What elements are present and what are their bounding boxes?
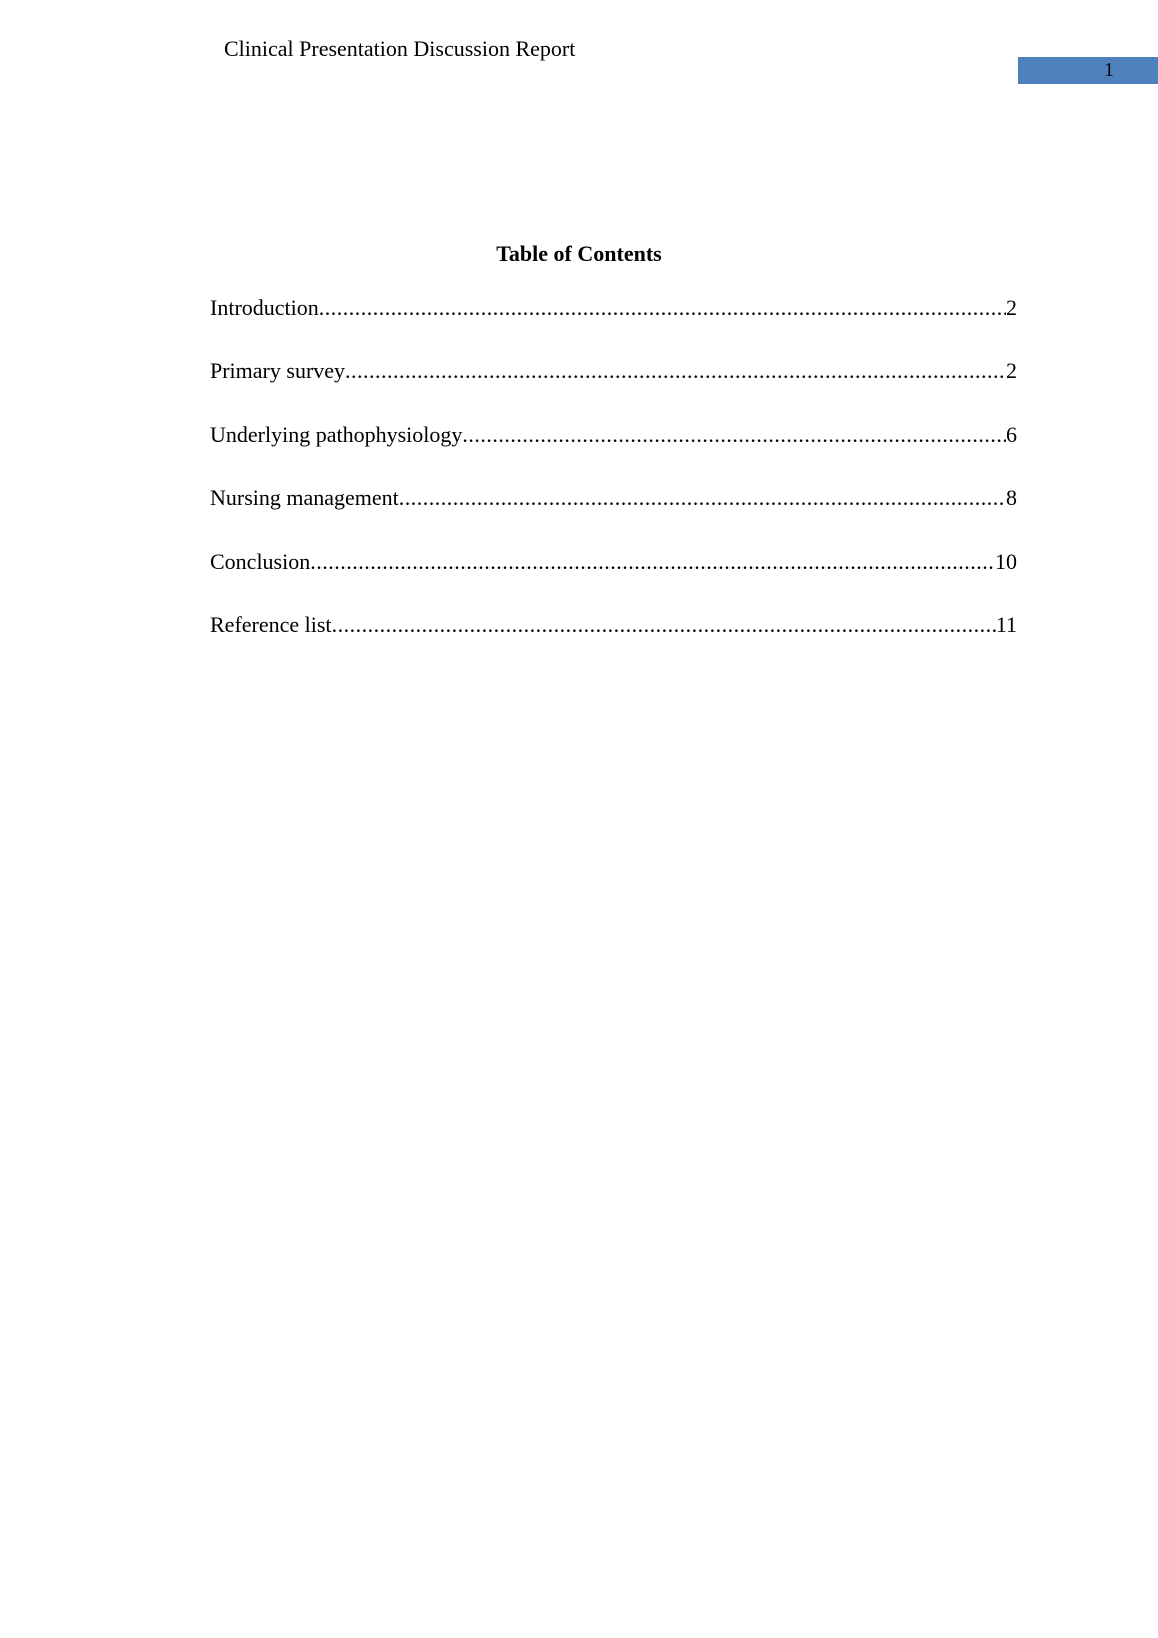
toc-entry-label: Nursing management xyxy=(210,485,399,511)
toc-entry-conclusion[interactable] xyxy=(210,546,1017,609)
toc-entry-page: 2 xyxy=(1006,358,1017,384)
toc-dot-leader xyxy=(310,546,995,578)
toc-entry-page: 10 xyxy=(995,548,1017,574)
toc-entry-reference-list[interactable] xyxy=(210,609,1017,672)
toc-dot-leader xyxy=(332,609,996,641)
toc-dot-leader xyxy=(399,482,1006,514)
table-of-contents xyxy=(210,292,1017,672)
toc-entry-primary-survey[interactable] xyxy=(210,355,1017,418)
toc-entry-label: Primary survey xyxy=(210,358,346,384)
toc-dot-leader xyxy=(345,355,1006,387)
toc-entry-page: 6 xyxy=(1006,421,1017,447)
toc-entry-label: Underlying pathophysiology xyxy=(210,421,463,447)
page-number: 1 xyxy=(1104,59,1114,81)
toc-dot-leader xyxy=(462,419,1006,451)
page-number-badge xyxy=(1018,57,1158,84)
toc-entry-page: 11 xyxy=(995,611,1017,637)
toc-dot-leader xyxy=(319,292,1006,324)
toc-entry-page: 8 xyxy=(1006,485,1017,511)
toc-entry-underlying-pathophysiology[interactable] xyxy=(210,419,1017,482)
toc-entry-introduction[interactable] xyxy=(210,292,1017,355)
toc-heading: Table of Contents xyxy=(496,241,662,266)
toc-entry-label: Introduction xyxy=(210,295,319,320)
running-header-title: Clinical Presentation Discussion Report xyxy=(224,36,576,61)
toc-entry-page: 2 xyxy=(1006,295,1017,320)
toc-entry-nursing-management[interactable] xyxy=(210,482,1017,545)
toc-entry-label: Reference list xyxy=(210,611,332,637)
toc-entry-label: Conclusion xyxy=(210,548,311,574)
